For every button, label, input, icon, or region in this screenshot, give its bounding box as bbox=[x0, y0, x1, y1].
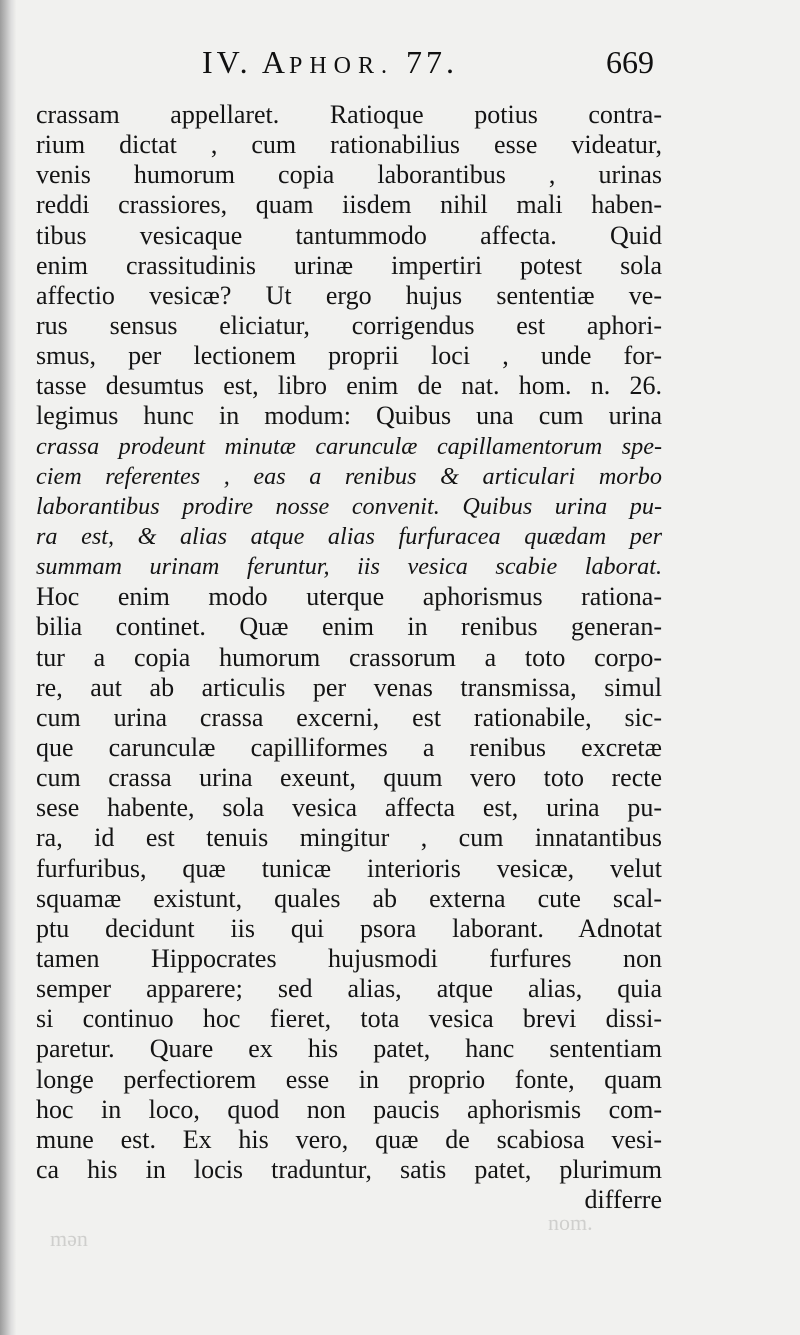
text-line: ca his in locis traduntur, satis patet, plurimum bbox=[36, 1154, 662, 1184]
text-line: si continuo hoc fieret, tota vesica brevi dissi- bbox=[36, 1004, 662, 1034]
text-line: summam urinam feruntur, iis vesica scabie laborat. bbox=[36, 553, 662, 581]
text-line: bilia continet. Quæ enim in renibus generan- bbox=[36, 612, 662, 642]
text-line: rium dictat , cum rationabilius esse videatur, bbox=[36, 130, 662, 160]
bleed-through-text-right: nom. bbox=[548, 1210, 593, 1235]
text-line: affectio vesicæ? Ut ergo hujus sententiæ ve- bbox=[36, 280, 662, 310]
text-line: tamen Hippocrates hujusmodi furfures non bbox=[36, 943, 662, 973]
body-text bbox=[36, 100, 662, 1215]
text-line: Hoc enim modo uterque aphorismus rationa- bbox=[36, 582, 662, 612]
text-line: ra, id est tenuis mingitur , cum innatantibus bbox=[36, 823, 662, 853]
running-head bbox=[202, 44, 458, 81]
running-head-prefix: IV. A bbox=[202, 44, 289, 80]
aphorism-number: 77. bbox=[406, 44, 459, 80]
bleed-through-text-left: mən bbox=[50, 1226, 88, 1251]
text-line: tasse desumtus est, libro enim de nat. hom. n. 26. bbox=[36, 371, 662, 401]
text-line: enim crassitudinis urinæ impertiri potest sola bbox=[36, 250, 662, 280]
text-line: rus sensus eliciatur, corrigendus est aphori- bbox=[36, 310, 662, 340]
text-line: reddi crassiores, quam iisdem nihil mali haben- bbox=[36, 190, 662, 220]
text-line: mune est. Ex his vero, quæ de scabiosa vesi- bbox=[36, 1124, 662, 1154]
page-number: 669 bbox=[606, 44, 654, 80]
text-line: cum crassa urina exeunt, quum vero toto recte bbox=[36, 763, 662, 793]
text-line: cum urina crassa excerni, est rationabile, sic- bbox=[36, 702, 662, 732]
text-line: paretur. Quare ex his patet, hanc sententiam bbox=[36, 1034, 662, 1064]
text-line: squamæ existunt, quales ab externa cute scal- bbox=[36, 883, 662, 913]
page-gutter-shadow bbox=[0, 0, 16, 1335]
text-line: ptu decidunt iis qui psora laborant. Adnotat bbox=[36, 913, 662, 943]
running-head-caps: PHOR. bbox=[288, 53, 395, 79]
text-line: venis humorum copia laborantibus , urinas bbox=[36, 160, 662, 190]
text-line: que carunculæ capilliformes a renibus excretæ bbox=[36, 732, 662, 762]
text-line: semper apparere; sed alias, atque alias, quia bbox=[36, 974, 662, 1004]
text-line: ciem referentes , eas a renibus & articulari morbo bbox=[36, 462, 662, 490]
text-line: ra est, & alias atque alias furfuracea quædam per bbox=[36, 522, 662, 550]
text-line: furfuribus, quæ tunicæ interioris vesicæ, velut bbox=[36, 853, 662, 883]
text-line: smus, per lectionem proprii loci , unde for- bbox=[36, 341, 662, 371]
text-line: sese habente, sola vesica affecta est, urina pu- bbox=[36, 793, 662, 823]
text-line: tibus vesicaque tantummodo affecta. Quid bbox=[36, 220, 662, 250]
text-line: differre bbox=[584, 1185, 662, 1215]
text-line: tur a copia humorum crassorum a toto corpo- bbox=[36, 642, 662, 672]
text-line: re, aut ab articulis per venas transmissa, simul bbox=[36, 672, 662, 702]
text-line: crassam appellaret. Ratioque potius contra- bbox=[36, 100, 662, 129]
text-line: hoc in loco, quod non paucis aphorismis com- bbox=[36, 1094, 662, 1124]
text-line: laborantibus prodire nosse convenit. Quibus urina pu- bbox=[36, 492, 662, 520]
text-line: crassa prodeunt minutæ carunculæ capillamentorum spe- bbox=[36, 432, 662, 460]
running-header bbox=[0, 44, 800, 94]
text-line: legimus hunc in modum: Quibus una cum urina bbox=[36, 401, 662, 431]
text-line: longe perfectiorem esse in proprio fonte, quam bbox=[36, 1064, 662, 1094]
